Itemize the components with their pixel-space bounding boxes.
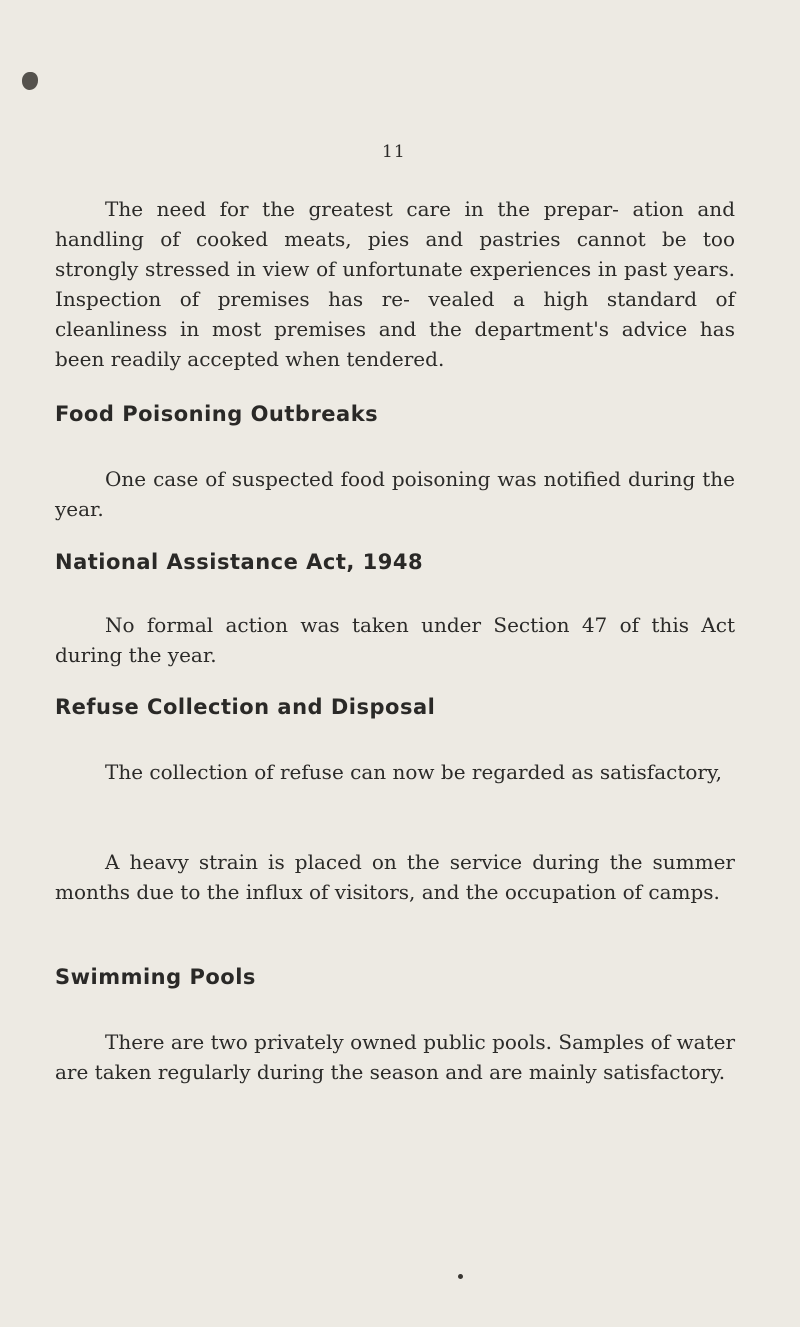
heading-refuse-collection: Refuse Collection and Disposal <box>55 695 436 719</box>
page-number: 11 <box>382 142 406 162</box>
refuse-collection-paragraph-1: The collection of refuse can now be regarded as satisfactory, <box>105 760 722 784</box>
swimming-pools-paragraph: There are two privately owned public pools. Samples of water are taken regularly during the season and are mainly satisfactory. <box>55 1030 735 1084</box>
intro-paragraph: The need for the greatest care in the prepar- ation and handling of cooked meats, pies and pastries cannot be too strongly stressed in view of unfortunate experiences in past years. Inspection of premises has re- vealed a high standard of cleanliness in most premises and the department's advice has been readily accepted when tendered. <box>55 197 735 371</box>
heading-national-assistance: National Assistance Act, 1948 <box>55 550 424 574</box>
heading-swimming-pools: Swimming Pools <box>55 965 256 989</box>
heading-food-poisoning: Food Poisoning Outbreaks <box>55 402 379 426</box>
stray-dot <box>458 1274 463 1279</box>
ink-blot <box>22 72 38 90</box>
national-assistance-paragraph: No formal action was taken under Section 47 of this Act during the year. <box>55 613 735 667</box>
food-poisoning-paragraph: One case of suspected food poisoning was notified during the year. <box>55 467 735 521</box>
refuse-collection-paragraph-2: A heavy strain is placed on the service during the summer months due to the influx of visitors, and the occupation of camps. <box>55 850 735 904</box>
